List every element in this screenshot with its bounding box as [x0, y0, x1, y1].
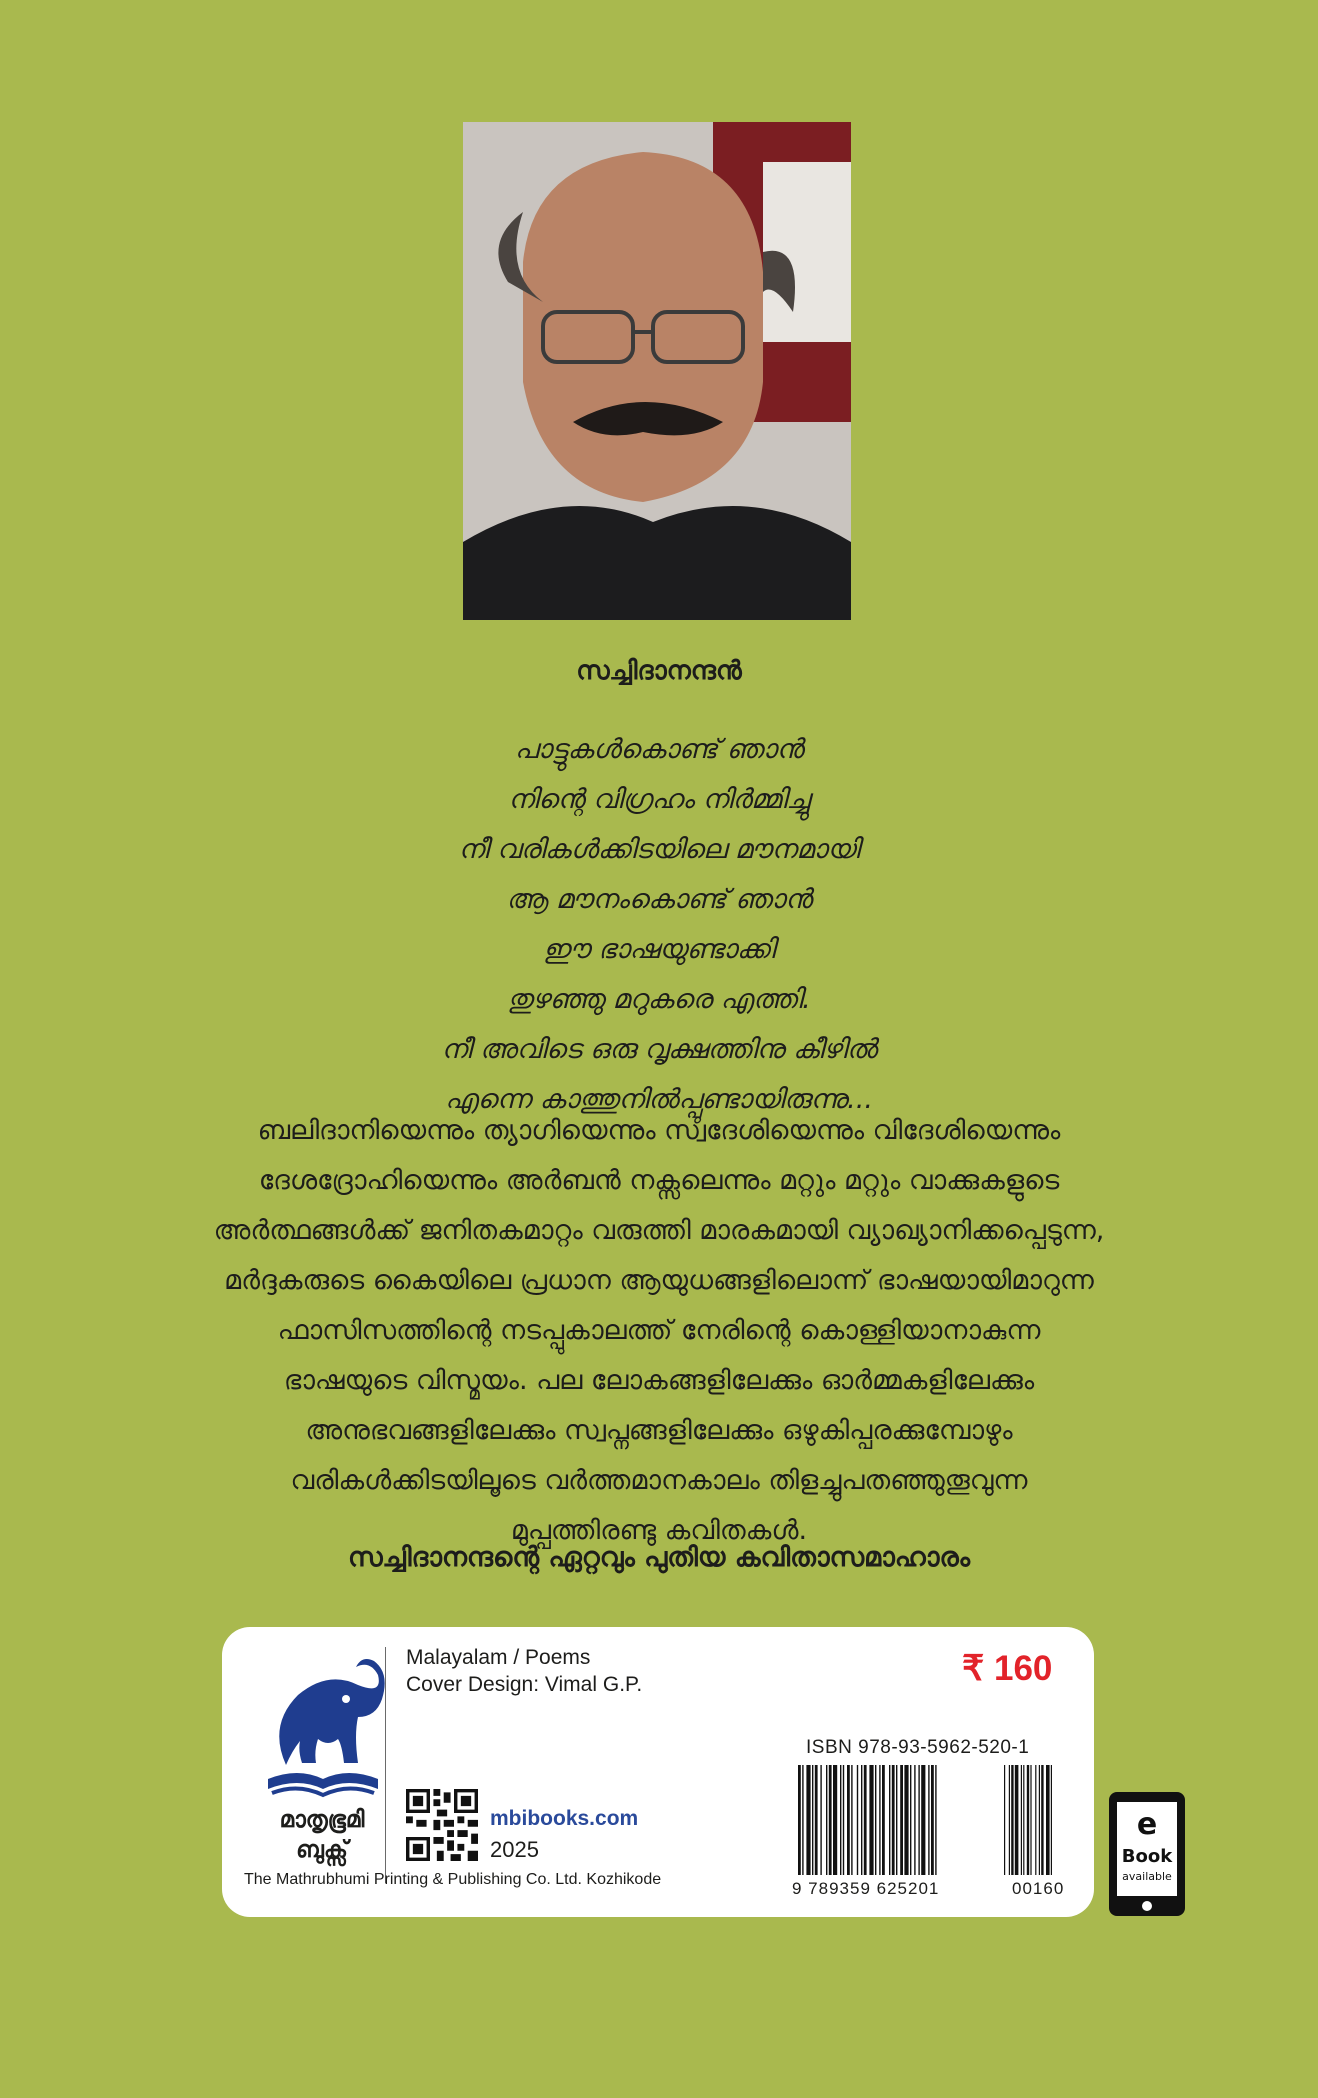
cover-design: Cover Design: Vimal G.P.: [406, 1673, 643, 1696]
blurb-line: ബലിദാനിയെന്നും ത്യാഗിയെന്നും സ്വദേശിയെന്നും വിദേശിയെന്നും: [257, 1115, 1061, 1146]
publisher-name: The Mathrubhumi Printing & Publishing Co. Ltd. Kozhikode: [244, 1871, 662, 1888]
blurb-line: അർത്ഥങ്ങൾക്ക് ജനിതകമാറ്റം വരുത്തി മാരകമായി വ്യാഖ്യാനിക്കപ്പെടുന്ന,: [213, 1215, 1105, 1246]
blurb-line: ഫാസിസത്തിന്റെ നടപ്പുകാലത്ത് നേരിന്റെ കൊള്ളിയാനാകുന്ന: [277, 1315, 1041, 1346]
barcode-icon: [798, 1765, 1056, 1881]
price: ₹ 160: [962, 1649, 1053, 1688]
blurb-line: അനുഭവങ്ങളിലേക്കും സ്വപ്നങ്ങളിലേക്കും ഒഴുകിപ്പരക്കുമ്പോഴും: [305, 1415, 1013, 1446]
poem-line: നീ വരികൾക്കിടയിലെ മൗനമായി: [458, 834, 860, 865]
tagline: സച്ചിദാനന്ദന്റെ ഏറ്റവും പുതിയ കവിതാസമാഹാരം: [347, 1542, 971, 1573]
ebook-word: Book: [1121, 1846, 1173, 1867]
divider: [385, 1647, 386, 1883]
poem-line: എന്നെ കാത്തുനിൽപ്പുണ്ടായിരുന്നു...: [445, 1084, 873, 1115]
book-blurb: [160, 1106, 1158, 1556]
logo-line-1: മാതൃഭൂമി: [279, 1807, 365, 1833]
barcode-number: 9 789359 625201: [792, 1879, 940, 1898]
blurb-line: വരികൾക്കിടയിലൂടെ വർത്തമാനകാലം തിളച്ചുപതഞ്ഞുതൂവുന്ന: [290, 1465, 1028, 1496]
isbn: ISBN 978-93-5962-520-1: [806, 1737, 1030, 1758]
poem-line: ആ മൗനംകൊണ്ട് ഞാൻ: [506, 884, 812, 915]
poem-line: പാട്ടുകൾകൊണ്ട് ഞാൻ: [514, 734, 804, 765]
publisher-logo-text: [252, 1805, 392, 1865]
blurb-line: ദേശദ്രോഹിയെന്നും അർബൻ നക്സലെന്നും മറ്റും മറ്റും വാക്കുകളുടെ: [258, 1165, 1060, 1196]
ebook-available-text: available: [1122, 1870, 1172, 1883]
poem-line: തുഴഞ്ഞു മറുകരെ എത്തി.: [507, 984, 811, 1015]
blurb-line: മുപ്പത്തിരണ്ടു കവിതകൾ.: [510, 1515, 808, 1546]
poem-line: നിന്റെ വിഗ്രഹം നിർമ്മിച്ചു: [508, 784, 810, 815]
book-meta: [406, 1644, 642, 1698]
publisher-panel: [222, 1627, 1094, 1917]
category: Malayalam / Poems: [406, 1646, 591, 1669]
author-photo: [463, 122, 851, 620]
website-link[interactable]: mbibooks.com: [490, 1807, 639, 1830]
logo-line-2: ബുക്സ്: [296, 1837, 348, 1863]
qr-code-icon: [406, 1789, 478, 1861]
blurb-line: ഭാഷയുടെ വിസ്മയം. പല ലോകങ്ങളിലേക്കും ഓർമ്മകളിലേക്കും: [283, 1365, 1035, 1396]
blurb-line: മർദ്ദകരുടെ കൈയിലെ പ്രധാന ആയുധങ്ങളിലൊന്ന് ഭാഷയായിമാറുന്ന: [224, 1265, 1094, 1296]
author-caption: സച്ചിദാനന്ദൻ: [576, 656, 742, 686]
barcode-addon-number: 00160: [1012, 1879, 1065, 1898]
poem-excerpt: [0, 725, 1318, 1125]
publication-year: 2025: [490, 1837, 539, 1862]
ebook-letter: e: [1136, 1807, 1158, 1842]
poem-line: നീ അവിടെ ഒരു വൃക്ഷത്തിനു കീഴിൽ: [441, 1034, 877, 1065]
ebook-available-icon: [1107, 1790, 1187, 1918]
poem-line: ഈ ഭാഷയുണ്ടാക്കി: [543, 934, 775, 965]
